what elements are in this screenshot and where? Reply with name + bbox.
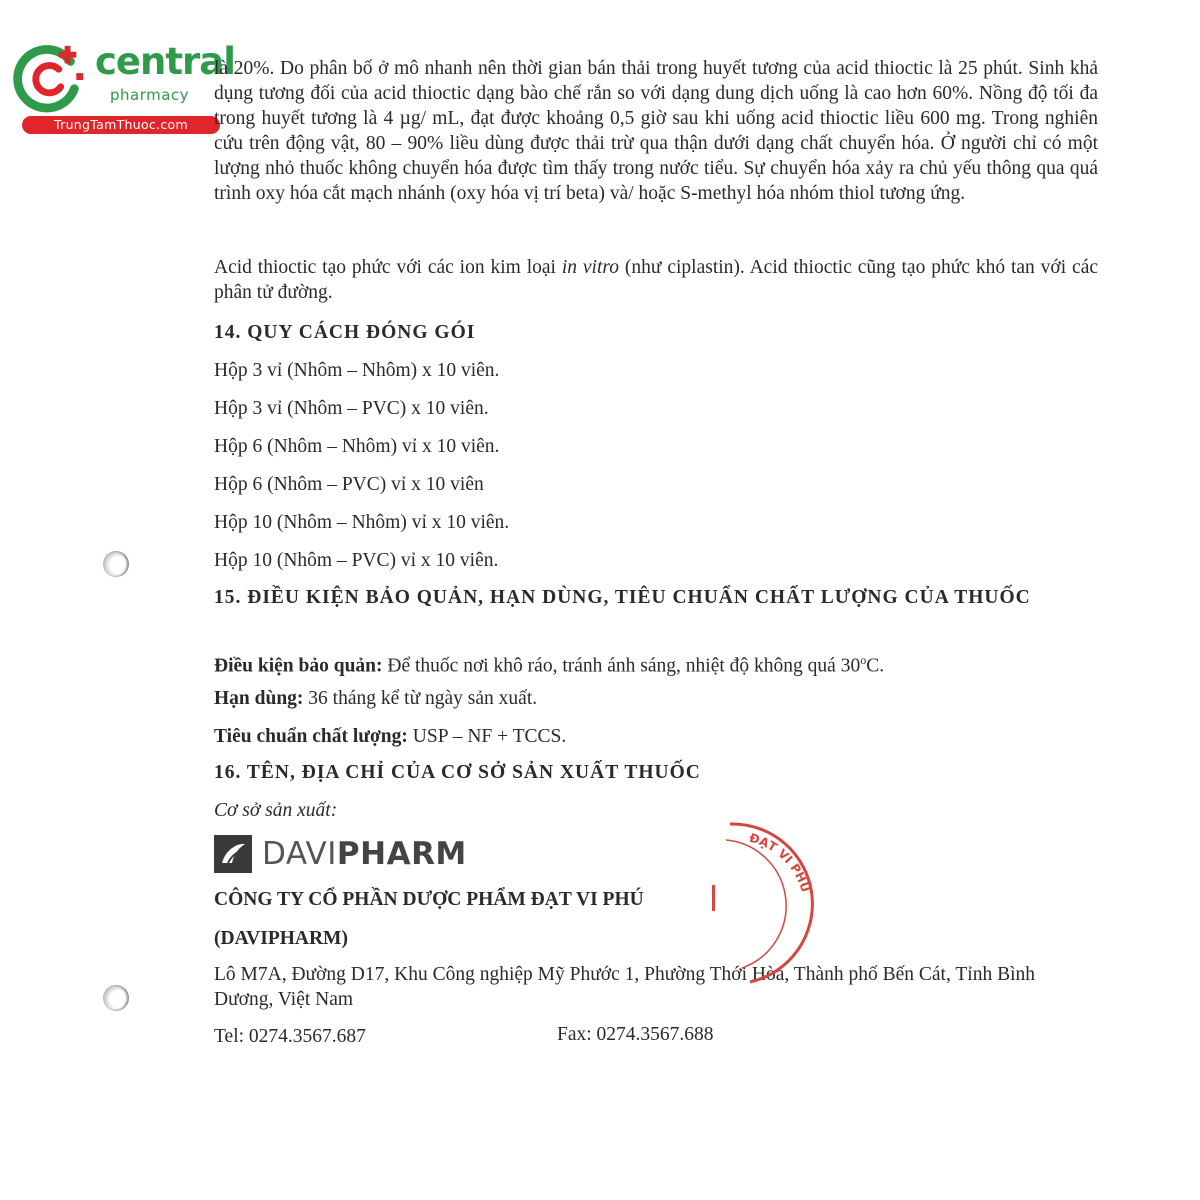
section-16-heading: 16. TÊN, ĐỊA CHỈ CỦA CƠ SỞ SẢN XUẤT THUỐC <box>214 762 701 783</box>
expiry <box>214 686 1098 711</box>
section-15-heading: 15. ĐIỀU KIỆN BẢO QUẢN, HẠN DÙNG, TIÊU CHUẨN CHẤT LƯỢNG CỦA THUỐC <box>214 587 1031 608</box>
company-stamp-icon <box>690 810 840 990</box>
company-name: CÔNG TY CỔ PHẦN DƯỢC PHẨM ĐẠT VI PHÚ <box>214 889 644 910</box>
quality-standard <box>214 724 1098 749</box>
standard-value: USP – NF + TCCS. <box>407 726 567 747</box>
p2-text-start: Acid thioctic tạo phức với các ion kim loại <box>214 257 562 278</box>
packaging-item: Hộp 6 (Nhôm – Nhôm) vỉ x 10 viên. <box>214 436 500 457</box>
logo-subtitle: pharmacy <box>110 86 190 104</box>
punch-hole-icon <box>103 551 129 577</box>
p2-italic-term: in vitro <box>561 257 619 278</box>
punch-hole-icon <box>103 985 129 1011</box>
packaging-item: Hộp 3 vỉ (Nhôm – Nhôm) x 10 viên. <box>214 360 500 381</box>
davipharm-mark-icon <box>214 835 252 873</box>
facility-label: Cơ sở sản xuất: <box>214 800 338 821</box>
brand-bold: PHARM <box>336 836 467 872</box>
expiry-value: 36 tháng kể từ ngày sản xuất. <box>303 688 538 709</box>
fax-number: Fax: 0274.3567.688 <box>557 1024 714 1045</box>
packaging-item: Hộp 6 (Nhôm – PVC) vỉ x 10 viên <box>214 474 484 495</box>
stamp-text: ĐẠT VI PHÚ <box>747 830 813 894</box>
packaging-item: Hộp 10 (Nhôm – PVC) vỉ x 10 viên. <box>214 550 499 571</box>
packaging-item: Hộp 10 (Nhôm – Nhôm) vỉ x 10 viên. <box>214 512 510 533</box>
p2-text-end: (như ciplastin). Acid thioctic cũng tạo phức khó tan với các phân tử đường. <box>214 257 1099 303</box>
company-short-name: (DAVIPHARM) <box>214 928 348 949</box>
central-pharmacy-c-mark-icon <box>10 40 88 118</box>
section-14-heading: 14. QUY CÁCH ĐÓNG GÓI <box>214 322 476 343</box>
storage-unit: C. <box>866 655 885 677</box>
standard-label: Tiêu chuẩn chất lượng: <box>214 726 408 747</box>
logo-website-bar: TrungTamThuoc.com <box>22 116 220 134</box>
logo-wordmark: central <box>95 40 235 83</box>
packaging-item: Hộp 3 vỉ (Nhôm – PVC) x 10 viên. <box>214 398 489 419</box>
paragraph-elimination: là 20%. Do phân bố ở mô nhanh nên thời gian bán thải trong huyết tương của acid thioctic là 25 phút. Sinh khả dụng tương đối của acid thioctic dạng bào chế rắn so với dạng dung dịch uống là cao hơn 60%. Nồng độ tối đa trong huyết tương là 4 µg/ mL, đạt được khoảng 0,5 giờ sau khi uống acid thioctic liều 600 mg. Trong nghiên cứu trên động vật, 80 – 90% liều dùng được thải trừ qua thận dưới dạng chất chuyển hóa. Ở người chỉ có một lượng nhỏ thuốc không chuyển hóa được tìm thấy trong nước tiểu. Sự chuyển hóa xảy ra chủ yếu thông qua quá trình oxy hóa cắt mạch nhánh (oxy hóa vị trí beta) và/ hoặc S-methyl hóa nhóm thiol tương ứng. <box>214 58 1098 204</box>
degree-sup: o <box>860 653 867 667</box>
telephone: Tel: 0274.3567.687 <box>214 1026 366 1047</box>
central-pharmacy-logo <box>10 36 235 136</box>
company-address: Lô M7A, Đường D17, Khu Công nghiệp Mỹ Phước 1, Phường Thới Hòa, Thành phố Bến Cát, Tỉnh Bình Dương, Việt Nam <box>214 964 1035 1010</box>
storage-label: Điều kiện bảo quản: <box>214 655 383 677</box>
davipharm-wordmark <box>262 835 467 873</box>
storage-value: Để thuốc nơi khô ráo, tránh ánh sáng, nhiệt độ không quá 30 <box>382 655 861 677</box>
paragraph-complex <box>214 255 1098 305</box>
expiry-label: Hạn dùng: <box>214 688 304 709</box>
brand-light: DAVI <box>262 836 337 872</box>
storage-condition <box>214 648 1098 679</box>
pharmacokinetics-text <box>214 56 1098 206</box>
